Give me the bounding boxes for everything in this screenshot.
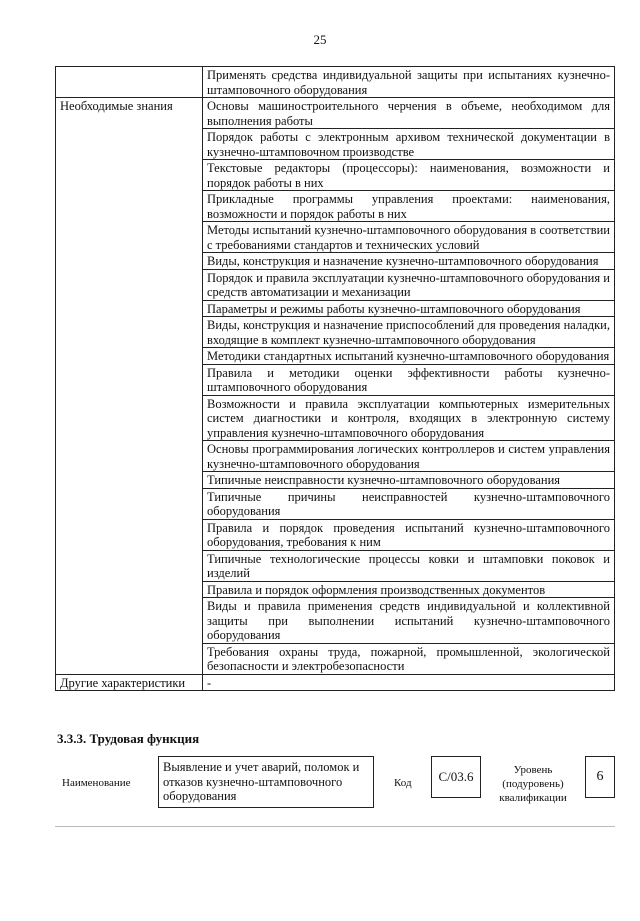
- name-label: Наименование: [62, 777, 131, 789]
- function-code-box: С/03.6: [431, 756, 481, 798]
- knowledge-item: Правила и порядок проведения испытаний кузнечно-штамповочного оборудования, требования к ним: [203, 519, 615, 550]
- knowledge-item: Основы машиностроительного черчения в объеме, необходимом для выполнения работы: [203, 98, 615, 129]
- section-heading: 3.3.3. Трудовая функция: [57, 731, 200, 746]
- knowledge-item: Типичные неисправности кузнечно-штамповочного оборудования: [203, 472, 615, 489]
- table-cell-empty: [56, 67, 203, 98]
- function-name-box: Выявление и учет аварий, поломок и отказов кузнечно-штамповочного оборудования: [158, 756, 374, 808]
- knowledge-item: Методы испытаний кузнечно-штамповочного оборудования в соответствии с требованиями стандартов и технических условий: [203, 222, 615, 253]
- knowledge-item: Виды и правила применения средств индивидуальной и коллективной защиты при выполнении испытаний кузнечно-штамповочного оборудования: [203, 598, 615, 644]
- knowledge-item: Виды, конструкция и назначение приспособлений для проведения наладки, входящие в комплект кузнечно-штамповочного оборудования: [203, 317, 615, 348]
- knowledge-item: Прикладные программы управления проектами: наименования, возможности и порядок работы в них: [203, 191, 615, 222]
- knowledge-item: Порядок работы с электронным архивом технической документации в кузнечно-штамповочном производстве: [203, 129, 615, 160]
- knowledge-item: Виды, конструкция и назначение кузнечно-штамповочного оборудования: [203, 253, 615, 270]
- knowledge-table: [55, 66, 615, 691]
- knowledge-item: Правила и порядок оформления производственных документов: [203, 581, 615, 598]
- code-label: Код: [394, 777, 412, 789]
- other-characteristics-label: Другие характеристики: [56, 674, 203, 691]
- continuation-cell: Применять средства индивидуальной защиты при испытаниях кузнечно-штамповочного оборудования: [203, 67, 615, 98]
- knowledge-item: Текстовые редакторы (процессоры): наименования, возможности и порядок работы в них: [203, 160, 615, 191]
- divider-line: [55, 826, 615, 827]
- knowledge-item: Методики стандартных испытаний кузнечно-штамповочного оборудования: [203, 348, 615, 365]
- knowledge-label: Необходимые знания: [56, 98, 203, 675]
- knowledge-item: Типичные причины неисправностей кузнечно-штамповочного оборудования: [203, 488, 615, 519]
- knowledge-item: Основы программирования логических контроллеров и систем управления кузнечно-штамповочного оборудования: [203, 441, 615, 472]
- table-row: [56, 67, 615, 98]
- knowledge-item: Правила и методики оценки эффективности работы кузнечно-штамповочного оборудования: [203, 364, 615, 395]
- qualification-level-box: 6: [585, 756, 615, 798]
- page-number: 25: [313, 32, 327, 47]
- table-row: [56, 674, 615, 691]
- knowledge-item: Требования охраны труда, пожарной, промышленной, экологической безопасности и электробезопасности: [203, 643, 615, 674]
- table-row: [56, 98, 615, 129]
- knowledge-item: Типичные технологические процессы ковки и штамповки поковок и изделий: [203, 550, 615, 581]
- knowledge-item: Возможности и правила эксплуатации компьютерных измерительных систем диагностики и контроля, входящих в электронную систему управления кузнечно-штамповочного оборудования: [203, 395, 615, 441]
- knowledge-item: Параметры и режимы работы кузнечно-штамповочного оборудования: [203, 300, 615, 317]
- other-characteristics-value: -: [203, 674, 615, 691]
- knowledge-item: Порядок и правила эксплуатации кузнечно-штамповочного оборудования и средств автоматизации и механизации: [203, 269, 615, 300]
- qualification-level-label: Уровень (подуровень) квалификации: [499, 764, 567, 804]
